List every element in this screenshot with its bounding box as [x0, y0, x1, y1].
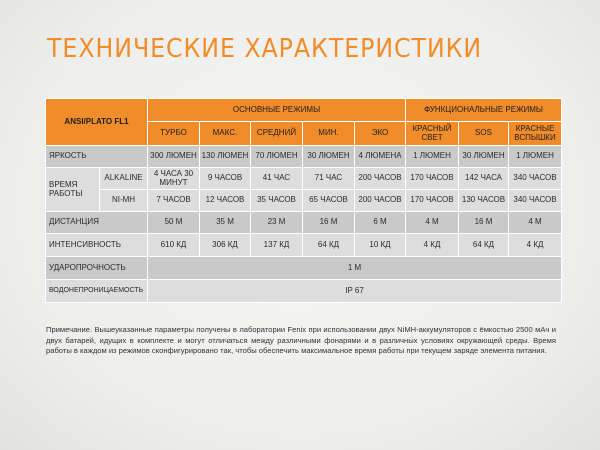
table-cell: 23 М [251, 212, 302, 233]
table-cell: 4 ЛЮМЕНА [355, 146, 405, 167]
table-cell: 170 ЧАСОВ [406, 190, 458, 211]
table-row-intensity [46, 234, 561, 256]
specs-table [45, 98, 562, 303]
table-cell: 130 ЛЮМЕН [200, 146, 250, 167]
table-cell: 12 ЧАСОВ [200, 190, 250, 211]
table-cell: 137 КД [251, 234, 302, 256]
row-label: ДИСТАНЦИЯ [46, 212, 147, 233]
mode-header: ЭКО [355, 122, 405, 145]
table-cell: 1 ЛЮМЕН [406, 146, 458, 167]
mode-header: МАКС. [200, 122, 250, 145]
mode-header: КРАСНЫЕ ВСПЫШКИ [509, 122, 561, 145]
group-basic-header: ОСНОВНЫЕ РЕЖИМЫ [148, 99, 405, 121]
mode-header: КРАСНЫЙ СВЕТ [406, 122, 458, 145]
table-cell: 4 КД [406, 234, 458, 256]
table-cell: 71 ЧАС [303, 168, 354, 189]
table-cell: 16 М [459, 212, 508, 233]
table-cell: 4 М [406, 212, 458, 233]
table-cell: 300 ЛЮМЕН [148, 146, 199, 167]
table-cell: 4 ЧАСА 30 МИНУТ [148, 168, 199, 189]
mode-header: МИН. [303, 122, 354, 145]
sub-label: ALKALINE [100, 168, 147, 189]
table-cell: 340 ЧАСОВ [509, 168, 561, 189]
table-cell: 306 КД [200, 234, 250, 256]
table-row-impact [46, 257, 561, 279]
table-cell: 10 КД [355, 234, 405, 256]
table-cell: 1 ЛЮМЕН [509, 146, 561, 167]
table-cell: 65 ЧАСОВ [303, 190, 354, 211]
mode-header: СРЕДНИЙ [251, 122, 302, 145]
table-cell: 7 ЧАСОВ [148, 190, 199, 211]
header-row-groups [46, 99, 561, 121]
table-cell: 64 КД [459, 234, 508, 256]
table-cell: 200 ЧАСОВ [355, 190, 405, 211]
table-cell: 30 ЛЮМЕН [459, 146, 508, 167]
table-cell: 70 ЛЮМЕН [251, 146, 302, 167]
table-cell: 50 М [148, 212, 199, 233]
page-title: ТЕХНИЧЕСКИЕ ХАРАКТЕРИСТИКИ [47, 34, 483, 64]
table-row-distance [46, 212, 561, 233]
table-cell: 130 ЧАСОВ [459, 190, 508, 211]
table-cell: 200 ЧАСОВ [355, 168, 405, 189]
table-cell: 170 ЧАСОВ [406, 168, 458, 189]
table-row-brightness [46, 146, 561, 167]
row-label: УДАРОПРОЧНОСТЬ [46, 257, 147, 279]
table-row-runtime-alkaline [46, 168, 561, 189]
footnote: Примечание. Вышеуказанные параметры получены в лаборатории Fenix при использовании двух NiMH-аккумуляторов с ёмкостью 2500 мАч и двух батарей, идущих в комплекте и могут отличаться между различными фонарями и в различных условиях окружающей среды. Время работы в каждом из режимов сконфигурировано так, чтобы обеспечить максимальное время работы при текущем заряде элемента питания. [46, 325, 556, 356]
mode-header: ТУРБО [148, 122, 199, 145]
table-cell: 6 М [355, 212, 405, 233]
table-cell: 64 КД [303, 234, 354, 256]
table-cell: 4 М [509, 212, 561, 233]
row-label: ВРЕМЯ РАБОТЫ [46, 168, 99, 211]
row-label: ЯРКОСТЬ [46, 146, 147, 167]
table-cell: 35 М [200, 212, 250, 233]
row-label: ВОДОНЕПРОНИЦАЕМОСТЬ [46, 280, 147, 302]
mode-header: SOS [459, 122, 508, 145]
table-cell: 35 ЧАСОВ [251, 190, 302, 211]
table-cell: 340 ЧАСОВ [509, 190, 561, 211]
table-row-runtime-nimh [46, 190, 561, 211]
sub-label: NI-MH [100, 190, 147, 211]
table-cell: 9 ЧАСОВ [200, 168, 250, 189]
table-cell: 16 М [303, 212, 354, 233]
group-functional-header: ФУНКЦИОНАЛЬНЫЕ РЕЖИМЫ [406, 99, 561, 121]
table-cell: 41 ЧАС [251, 168, 302, 189]
table-cell: IP 67 [148, 280, 561, 302]
table-cell: 30 ЛЮМЕН [303, 146, 354, 167]
row-label: ИНТЕНСИВНОСТЬ [46, 234, 147, 256]
table-cell: 142 ЧАСА [459, 168, 508, 189]
table-row-water [46, 280, 561, 302]
table-cell: 610 КД [148, 234, 199, 256]
table-cell: 4 КД [509, 234, 561, 256]
standard-label-cell: ANSI/PLATO FL1 [46, 99, 147, 145]
table-cell: 1 М [148, 257, 561, 279]
